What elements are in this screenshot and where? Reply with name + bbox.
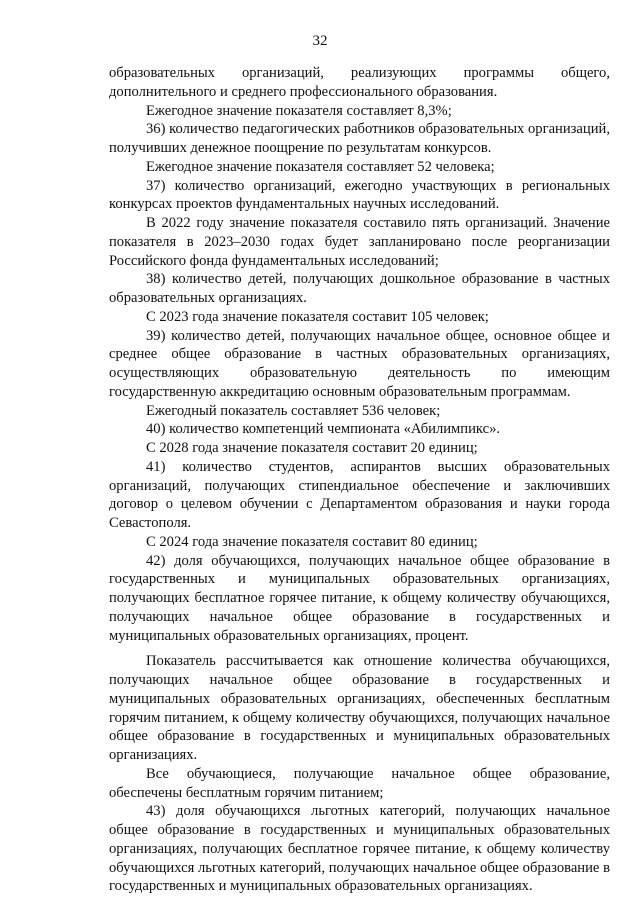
paragraph: 42) доля обучающихся, получающих начальное общее образование в государственных и муниципальных образовательных организациях, получающих бесплатное горячее питание, к общему количеству обучающихся, получающих начальное общее образование в государственных и муниципальных образовательных организациях, процент. [109, 552, 610, 644]
paragraph: 38) количество детей, получающих дошкольное образование в частных образовательных организациях. [109, 271, 610, 306]
paragraph: С 2024 года значение показателя составит 80 единиц; [146, 533, 478, 550]
paragraph: С 2023 года значение показателя составит 105 человек; [146, 308, 489, 325]
paragraph: В 2022 году значение показателя составило пять организаций. Значение показателя в 2023–2030 годах будет запланировано после реорганизации Российского фонда фундаментальных исследований; [109, 215, 610, 269]
page-number: 32 [312, 33, 328, 49]
paragraph: 36) количество педагогических работников образовательных организаций, получивших денежное поощрение по результатам конкурсов. [109, 121, 610, 156]
paragraph: образовательных организаций, реализующих программы общего, дополнительного и среднего профессионального образования. [109, 65, 610, 100]
paragraph: С 2028 года значение показателя составит 20 единиц; [146, 440, 478, 456]
paragraph: Показатель рассчитывается как отношение количества обучающихся, получающих начальное общее образование в государственных и муниципальных образовательных организациях, обеспеченных бесплатным горячим питанием, к общему количеству обучающихся, получающих начальное общее образование в государственных и муниципальных образовательных организациях. [109, 653, 610, 763]
paragraph: Ежегодное значение показателя составляет 8,3%; [146, 102, 452, 119]
paragraph: 41) количество студентов, аспирантов высших образовательных организаций, получающих стипендиальное обеспечение и заключивших договор о целевом обучении с Департаментом образования и науки города Севастополя. [109, 458, 610, 531]
paragraph: Все обучающиеся, получающие начальное общее образование, обеспечены бесплатным горячим питанием; [109, 765, 610, 801]
paragraph: 40) количество компетенций чемпионата «Абилимпикс». [146, 421, 501, 438]
paragraph: Ежегодное значение показателя составляет 52 человека; [146, 158, 495, 175]
paragraph: 37) количество организаций, ежегодно участвующих в региональных конкурсах проектов фундаментальных научных исследований. [109, 177, 610, 213]
paragraph: 43) доля обучающихся льготных категорий, получающих начальное общее образование в государственных и муниципальных образовательных организациях, получающих бесплатное горячее питание, к общему количеству обучающихся льготных категорий, получающих начальное общее образование в государственных и муниципальных образовательных организациях. [109, 803, 610, 895]
paragraph: Ежегодный показатель составляет 536 человек; [146, 402, 441, 419]
paragraph: 39) количество детей, получающих начальное общее, основное общее и среднее общее образование в частных образовательных организациях, осуществляющих образовательную деятельность по имеющим государственную аккредитацию основным образовательным программам. [109, 327, 610, 400]
document-body [109, 64, 610, 896]
